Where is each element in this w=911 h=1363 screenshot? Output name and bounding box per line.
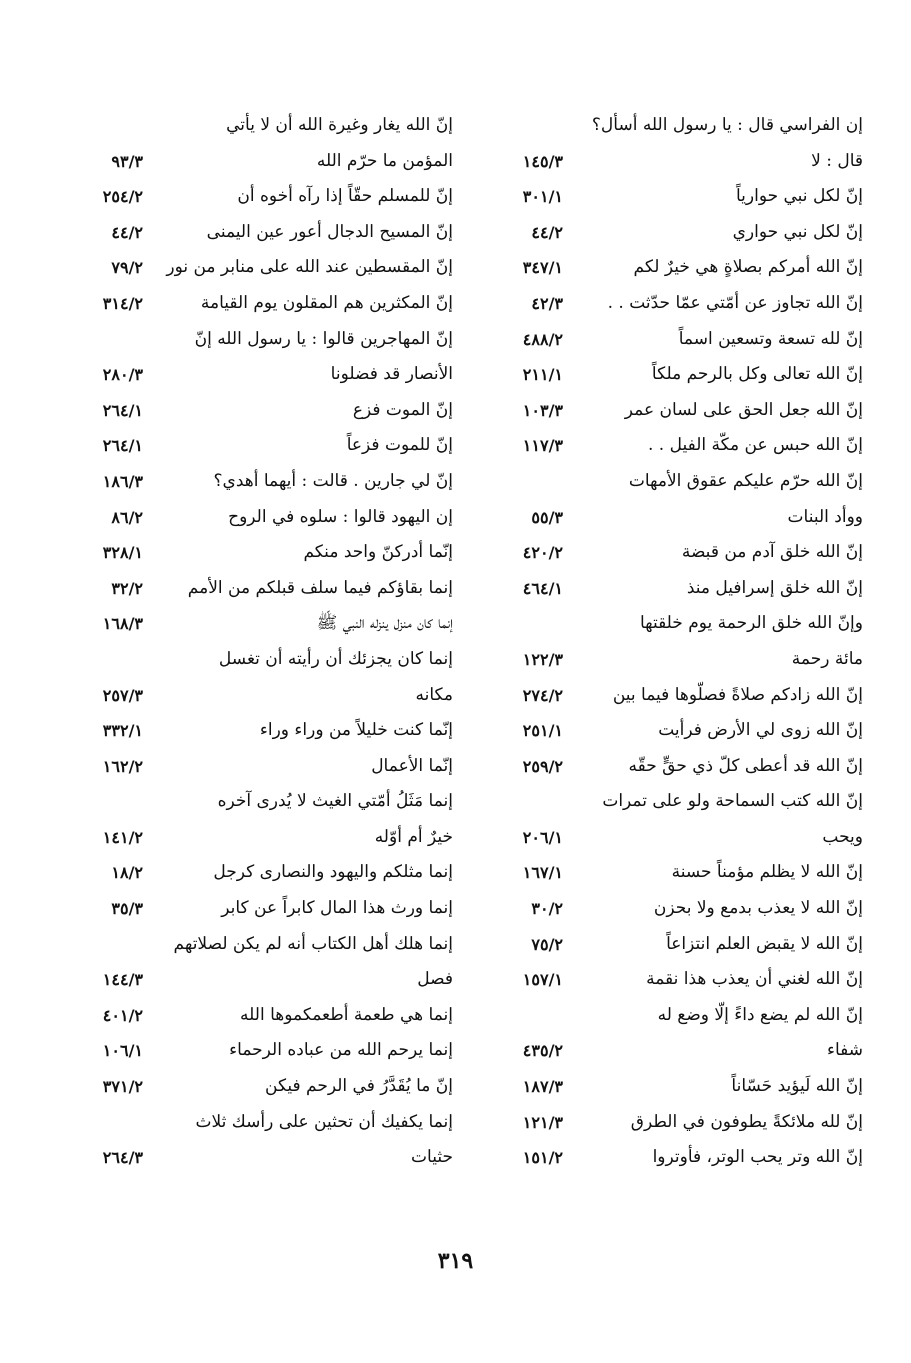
index-entry — [483, 1033, 863, 1069]
index-entry — [73, 749, 453, 785]
entry-text: إن اليهود قالوا : سلوه في الروح — [228, 506, 453, 527]
entry-reference: ٤٤/٢ — [111, 222, 143, 242]
entry-reference: ٣٢٨/١ — [102, 543, 143, 563]
entry-reference: ٣٥/٣ — [111, 899, 143, 919]
entry-text: إنّ الله لا يظلم مؤمناً حسنة — [671, 862, 863, 883]
entry-text: إنما بقاؤكم فيما سلف قبلكم من الأمم — [187, 577, 453, 598]
entry-text: إنّ لكل نبي حوارياً — [735, 186, 863, 207]
entry-text: إنّ الله لَيؤيد حَسّاناً — [731, 1076, 863, 1097]
entry-reference: ٣٢/٢ — [111, 578, 143, 598]
entry-text: إنّ لله تسعة وتسعين اسماً — [678, 328, 863, 349]
entry-text: إنّ الله تجاوز عن أمّتي عمّا حدّثت . . — [607, 292, 863, 313]
entry-reference: ٣٠١/١ — [522, 187, 563, 207]
entry-reference: ١٥١/٢ — [522, 1148, 563, 1168]
entry-reference: ٧٥/٢ — [531, 934, 563, 954]
entry-text: حثيات — [411, 1147, 453, 1168]
index-entry — [73, 322, 453, 358]
entry-text: إنّ الله خلق إسرافيل منذ — [686, 577, 863, 598]
index-entry — [73, 1105, 453, 1141]
entry-text: مائة رحمة — [791, 648, 863, 669]
index-entry — [483, 820, 863, 856]
index-entry — [73, 144, 453, 180]
entry-reference: ٢٧٤/٢ — [522, 685, 563, 705]
entry-text: إنما كان يجزئك أن رأيته أن تغسل — [218, 648, 453, 669]
entry-text: إنّ المهاجرين قالوا : يا رسول الله إنّ — [194, 328, 453, 349]
index-entry — [73, 250, 453, 286]
entry-text: إنما ورث هذا المال كابراً عن كابر — [221, 898, 453, 919]
entry-reference: ٣٠/٢ — [531, 899, 563, 919]
entry-text: إنّ الله زوى لي الأرض فرأيت — [658, 720, 863, 741]
page-number: ٣١٩ — [437, 1248, 474, 1274]
entry-text: إن الفراسي قال : يا رسول الله أسأل؟ — [591, 115, 863, 135]
index-entry — [483, 1105, 863, 1141]
index-entry — [483, 357, 863, 393]
entry-text: إنما هي طعمة أطعمكموها الله — [240, 1004, 453, 1025]
index-entry — [73, 713, 453, 749]
index-entry — [73, 393, 453, 429]
index-entry — [73, 1033, 453, 1069]
entry-reference: ٢٥٩/٢ — [522, 756, 563, 776]
index-entry — [73, 500, 453, 536]
entry-reference: ٥٥/٣ — [531, 507, 563, 527]
entry-reference: ١١٧/٣ — [522, 436, 563, 456]
entry-reference: ٤٢٠/٢ — [522, 543, 563, 563]
entry-text: إنّما الأعمال — [371, 755, 453, 776]
entry-reference: ٣١٤/٢ — [102, 293, 143, 313]
entry-text: إنّ المقسطين عند الله على منابر من نور — [166, 257, 453, 278]
entry-text: قال : لا — [811, 150, 863, 171]
entry-reference: ٣٤٧/١ — [522, 258, 563, 278]
index-entry — [483, 891, 863, 927]
index-entry — [73, 428, 453, 464]
entry-text: مكانه — [415, 684, 453, 705]
index-entry — [73, 464, 453, 500]
entry-reference: ١٦٨/٣ — [102, 614, 143, 634]
index-entry — [483, 855, 863, 891]
entry-text: إنّ لكل نبي حواري — [732, 221, 863, 242]
index-entry — [73, 108, 453, 144]
index-entry — [483, 322, 863, 358]
index-entry — [483, 535, 863, 571]
index-entry — [73, 642, 453, 678]
entry-text: إنّ الله لا يقبض العلم انتزاعاً — [666, 933, 863, 954]
entry-reference: ١٠٦/١ — [102, 1041, 143, 1061]
entry-text: إنما كان منزل ينزله النبي ﷺ — [316, 613, 453, 634]
entry-reference: ٢١١/١ — [522, 365, 563, 385]
entry-text: ووأد البنات — [787, 506, 863, 527]
entry-text: إنّ الموت فزع — [352, 399, 453, 420]
entry-reference: ٢٦٤/١ — [102, 436, 143, 456]
index-entry — [73, 820, 453, 856]
entry-reference: ٣٣٢/١ — [102, 721, 143, 741]
entry-text: إنما يرحم الله من عباده الرحماء — [229, 1040, 453, 1061]
index-entry — [483, 464, 863, 500]
index-entry — [483, 784, 863, 820]
index-entry — [73, 606, 453, 642]
index-entry — [73, 927, 453, 963]
entry-text: إنّ الله وتر يحب الوتر، فأوتروا — [652, 1147, 863, 1168]
entry-reference: ٤٠١/٢ — [102, 1005, 143, 1025]
entry-reference: ٢٦٤/٣ — [102, 1148, 143, 1168]
entry-text: إنّ ما يُقَدَّرُ في الرحم فيكن — [265, 1076, 453, 1097]
index-entry — [73, 535, 453, 571]
entry-text: إنّ الله قد أعطى كلّ ذي حقٍّ حقّه — [628, 755, 863, 776]
entry-text: إنّما كنت خليلاً من وراء وراء — [259, 720, 453, 741]
entry-reference: ١٤١/٢ — [102, 827, 143, 847]
entry-reference: ٢٥٤/٢ — [102, 187, 143, 207]
index-entry — [483, 286, 863, 322]
entry-text: إنّ الله خلق آدم من قبضة — [681, 542, 863, 563]
entry-text: خيرٌ أم أوّله — [374, 826, 453, 847]
index-entry — [483, 571, 863, 607]
entry-text: إنّ الله جعل الحق على لسان عمر — [624, 399, 863, 420]
index-entry — [483, 428, 863, 464]
index-entry — [73, 357, 453, 393]
index-entry — [73, 571, 453, 607]
entry-text: فصل — [417, 969, 453, 990]
entry-text: إنّ للموت فزعاً — [346, 435, 453, 456]
entry-reference: ١٨٧/٣ — [522, 1077, 563, 1097]
entry-text: إنّ الله تعالى وكل بالرحم ملكاً — [651, 364, 863, 385]
entry-reference: ١٦٢/٢ — [102, 756, 143, 776]
index-entry — [483, 393, 863, 429]
entry-text: الأنصار قد فضلونا — [330, 364, 453, 385]
index-entry — [73, 286, 453, 322]
entry-reference: ٢٨٠/٣ — [102, 365, 143, 385]
entry-reference: ٢٦٤/١ — [102, 400, 143, 420]
entry-text: إنّ المسيح الدجال أعور عين اليمنى — [206, 221, 453, 242]
entry-reference: ٤٤/٢ — [531, 222, 563, 242]
index-entry — [73, 179, 453, 215]
entry-text: إنما يكفيك أن تحثين على رأسك ثلاث — [195, 1111, 453, 1132]
entry-text: المؤمن ما حرّم الله — [316, 150, 453, 171]
entry-text: إنّ الله لم يضع داءً إلّا وضع له — [657, 1004, 863, 1025]
entry-text: إنّ الله أمركم بصلاةٍ هي خيرٌ لكم — [633, 257, 863, 278]
index-entry — [483, 962, 863, 998]
index-entry — [483, 606, 863, 642]
index-entry — [483, 215, 863, 251]
entry-text: إنما مثلكم واليهود والنصارى كرجل — [213, 862, 453, 883]
entry-reference: ٣٧١/٢ — [102, 1077, 143, 1097]
entry-reference: ١٤٤/٣ — [102, 970, 143, 990]
entry-text: إنّ الله لا يعذب بدمع ولا بحزن — [653, 898, 863, 919]
entry-reference: ٤٨٨/٢ — [522, 329, 563, 349]
index-entry — [73, 1140, 453, 1176]
entry-text: إنّ الله يغار وغيرة الله أن لا يأتي — [226, 115, 453, 135]
entry-text: إنّ الله زادكم صلاةً فصلّوها فيما بين — [612, 684, 863, 705]
entry-text: إنّ للمسلم حقّاً إذا رآه أخوه أن — [237, 186, 453, 207]
index-entry — [483, 678, 863, 714]
entry-text: شفاء — [826, 1040, 863, 1061]
entry-reference: ١٨٦/٣ — [102, 471, 143, 491]
index-entry — [483, 998, 863, 1034]
index-entry — [483, 713, 863, 749]
entry-text: إنّ لله ملائكةً يطوفون في الطرق — [630, 1111, 863, 1132]
entry-reference: ٤٢/٣ — [531, 293, 563, 313]
index-entry — [73, 891, 453, 927]
index-entry — [73, 678, 453, 714]
entry-text: إنّ الله حرّم عليكم عقوق الأمهات — [628, 470, 863, 491]
index-entry — [483, 500, 863, 536]
entry-reference: ١٥٧/١ — [522, 970, 563, 990]
entry-text: وإنّ الله خلق الرحمة يوم خلقتها — [639, 613, 863, 634]
index-entry — [73, 998, 453, 1034]
entry-reference: ٧٩/٢ — [111, 258, 143, 278]
entry-reference: ٢٠٦/١ — [522, 827, 563, 847]
index-entry — [73, 784, 453, 820]
entry-text: إنّ الله حبس عن مكّة الفيل . . — [648, 435, 863, 456]
index-entry — [483, 1069, 863, 1105]
entry-reference: ١٢١/٣ — [522, 1112, 563, 1132]
index-entry — [73, 1069, 453, 1105]
index-column-right — [483, 108, 863, 1176]
entry-text: إنّما أدركنّ واحد منكم — [303, 542, 453, 563]
entry-reference: ٢٥١/١ — [522, 721, 563, 741]
index-entry — [483, 179, 863, 215]
index-entry — [483, 642, 863, 678]
entry-reference: ١٢٢/٣ — [522, 649, 563, 669]
index-entry — [483, 108, 863, 144]
entry-text: إنّ المكثرين هم المقلون يوم القيامة — [200, 292, 453, 313]
index-entry — [483, 144, 863, 180]
entry-text: إنّ الله كتب السماحة ولو على تمرات — [602, 791, 863, 812]
index-entry — [73, 215, 453, 251]
entry-text: إنما مَثَلُ أمّتي الغيث لا يُدرى آخره — [217, 791, 453, 812]
index-entry — [483, 749, 863, 785]
index-entry — [73, 962, 453, 998]
entry-text: إنّ الله لغني أن يعذب هذا نقمة — [646, 969, 863, 990]
index-column-left — [73, 108, 453, 1176]
entry-reference: ٤٦٤/١ — [522, 578, 563, 598]
entry-reference: ٤٣٥/٢ — [522, 1041, 563, 1061]
entry-reference: ١٠٣/٣ — [522, 400, 563, 420]
entry-reference: ١٦٧/١ — [522, 863, 563, 883]
entry-reference: ٨٦/٢ — [111, 507, 143, 527]
entry-text: إنّ لي جارين . قالت : أيهما أهدي؟ — [213, 470, 453, 491]
entry-text: إنما هلك أهل الكتاب أنه لم يكن لصلاتهم — [173, 933, 453, 954]
entry-reference: ١٤٥/٣ — [522, 151, 563, 171]
entry-reference: ١٨/٢ — [111, 863, 143, 883]
entry-reference: ٩٣/٣ — [111, 151, 143, 171]
index-entry — [483, 927, 863, 963]
entry-text: ويحب — [822, 826, 863, 847]
index-entry — [483, 250, 863, 286]
index-entry — [73, 855, 453, 891]
entry-reference: ٢٥٧/٣ — [102, 685, 143, 705]
index-entry — [483, 1140, 863, 1176]
